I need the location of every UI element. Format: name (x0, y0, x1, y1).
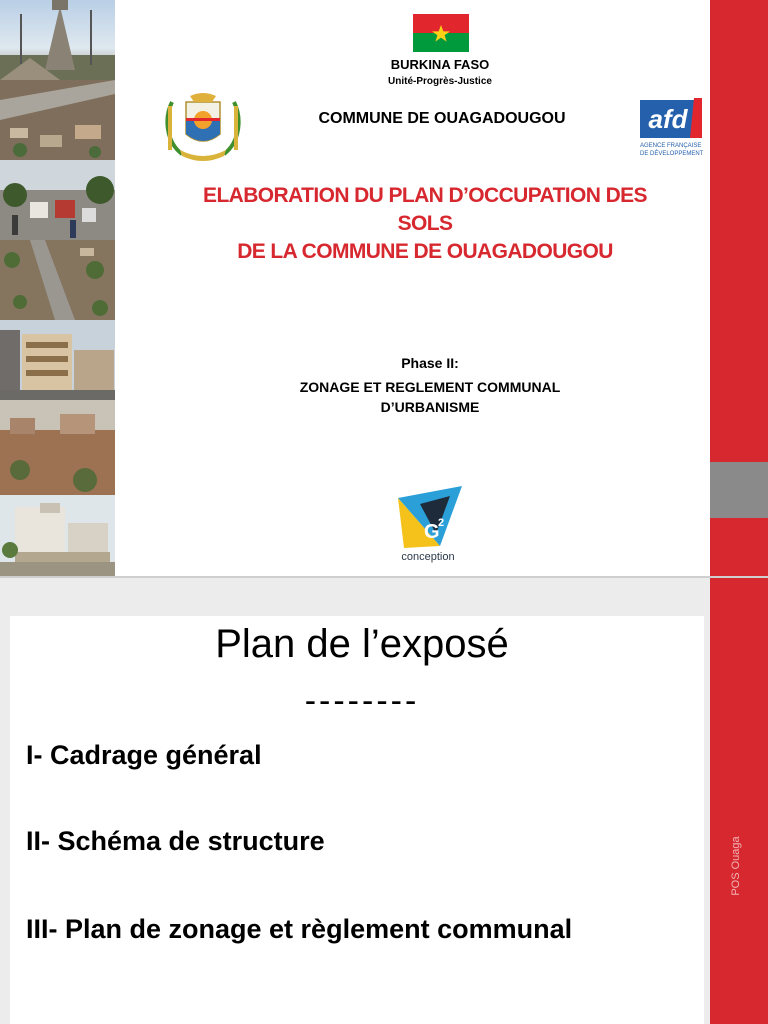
phase-subtitle-line-1: ZONAGE ET REGLEMENT COMMUNAL (299, 379, 561, 395)
grey-side-block (710, 462, 768, 518)
g2-logo-subtitle: conception (401, 551, 455, 563)
outline-item-3: III- Plan de zonage et règlement communal (26, 914, 573, 944)
modern-building-photo (0, 495, 115, 576)
national-motto: Unité-Progrès-Justice (388, 76, 492, 87)
outline-slide (0, 578, 768, 1024)
g2-logo-superscript: 2 (438, 517, 445, 529)
monument-photo (0, 0, 115, 80)
g2-logo-letter: G (424, 521, 440, 543)
title-line-1: ELABORATION DU PLAN D’OCCUPATION DES (203, 184, 647, 207)
afd-logo-text: afd (648, 104, 688, 134)
phase-label: Phase II: (401, 355, 459, 371)
country-name: BURKINA FASO (390, 57, 490, 72)
aerial-road-photo (0, 240, 115, 320)
title-line-2: SOLS (397, 212, 453, 235)
red-side-bar (710, 578, 768, 1024)
heading-dashes: -------- (304, 682, 420, 720)
afd-logo-icon (638, 96, 708, 160)
footer-label: POS Ouaga (730, 836, 742, 896)
outline-content-area (10, 616, 704, 1024)
g2-conception-logo-icon (390, 484, 466, 564)
afd-logo-subtitle-1: AGENCE FRANÇAISE (640, 143, 702, 149)
outline-item-1: I- Cadrage général (26, 740, 262, 770)
outline-heading: Plan de l’exposé (215, 622, 509, 666)
dusty-plot-photo (0, 400, 115, 495)
afd-logo-subtitle-2: DE DÉVELOPPEMENT (640, 151, 704, 157)
title-line-3: DE LA COMMUNE DE OUAGADOUGOU (237, 240, 613, 263)
outline-item-2: II- Schéma de structure (26, 826, 325, 856)
aerial-avenue-photo (0, 80, 115, 160)
burkina-flag-icon (413, 14, 469, 52)
city-photo-strip (0, 0, 115, 576)
commune-name: COMMUNE DE OUAGADOUGOU (318, 110, 566, 127)
coat-of-arms-icon (160, 88, 246, 164)
buildings-photo (0, 320, 115, 400)
street-traffic-photo (0, 160, 115, 240)
phase-subtitle-line-2: D’URBANISME (380, 399, 480, 415)
